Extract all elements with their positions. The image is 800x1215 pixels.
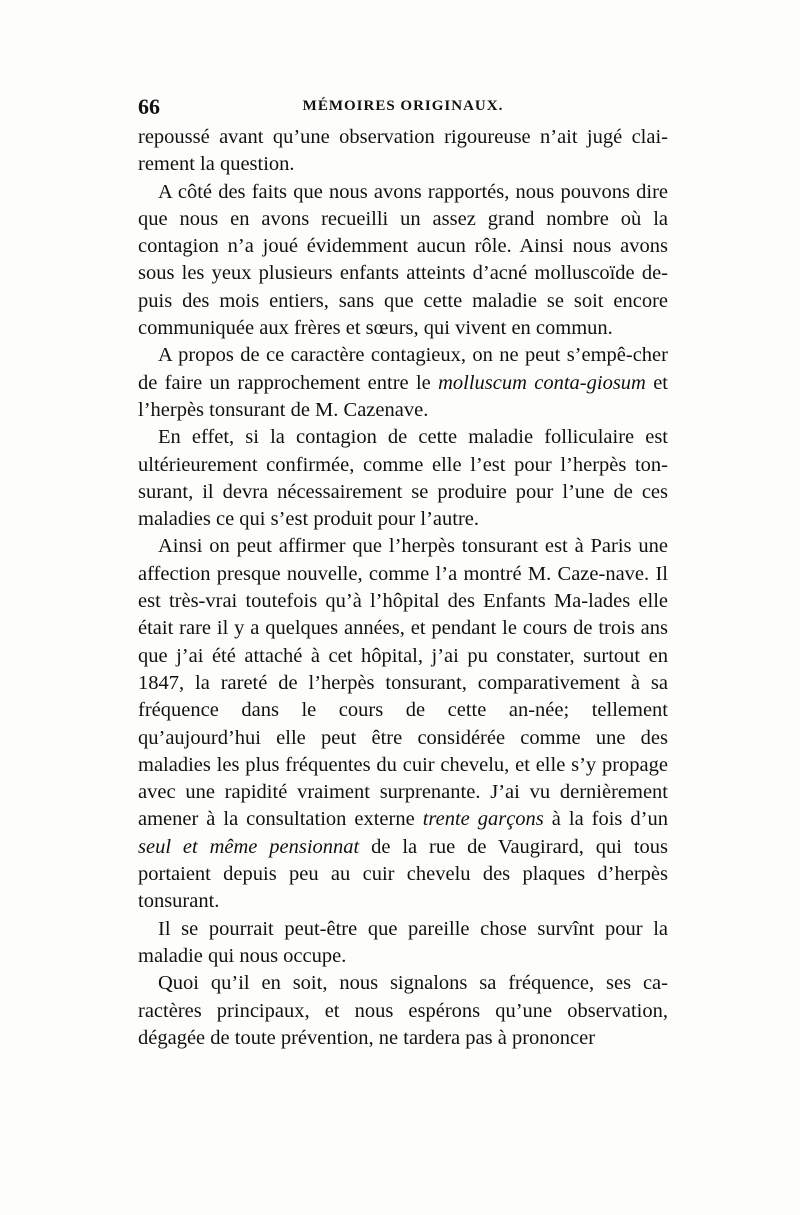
paragraph-text: Il se pourrait peut-être que pareille chose survînt pour la maladie qui nous occupe. — [138, 917, 668, 967]
paragraph-text: Ainsi on peut affirmer que l’herpès tonsurant est à Paris une affection presque nouvelle, comme l’a montré M. Caze-nave. Il est très-vrai toutefois qu’à l’hôpital des Enfants Ma-lades elle était rare il y a quelques années, et pendant le cours de trois ans que j’ai été attaché à cet hôpital, j’ai pu constater, surtout en 1847, la rareté de l’herpès tonsurant, comparativement à sa fréquence dans le cours de cette an-née; tellement qu’aujourd’hui elle peut être considérée comme une des maladies les plus fréquentes du cuir chevelu, et elle s’y propage avec une rapidité vraiment surprenante. J’ai vu dernièrement amener à la consultation externe — [138, 535, 668, 831]
paragraph — [138, 916, 668, 971]
paragraph — [138, 342, 668, 424]
running-title: MÉMOIRES ORIGINAUX. — [302, 98, 504, 114]
italic-text: trente garçons — [422, 808, 544, 831]
page-number: 66 — [138, 94, 160, 119]
italic-text: molluscum conta-giosum — [438, 371, 646, 394]
paragraph-text: à la fois d’un — [543, 808, 668, 831]
italic-text: seul et même pensionnat — [138, 835, 360, 858]
paragraph — [138, 424, 668, 533]
paragraph — [138, 124, 668, 179]
paragraph-text: repoussé avant qu’une observation rigoureuse n’ait jugé clai-rement la question. — [138, 126, 668, 176]
paragraph — [138, 179, 668, 343]
paragraph-text: A côté des faits que nous avons rapportés, nous pouvons dire que nous en avons recueilli un assez grand nombre où la contagion n’a joué évidemment aucun rôle. Ainsi nous avons sous les yeux plusieurs enfants atteints d’acné molluscoïde de-puis des mois entiers, sans que cette maladie se soit encore communiquée aux frères et sœurs, qui vivent en commun. — [138, 180, 668, 340]
paragraph — [138, 533, 668, 915]
paragraph-text: de la rue de Vaugirard, qui tous portaient depuis peu au cuir chevelu des plaques d’herpès tonsurant. — [138, 835, 669, 913]
paragraph-text: A propos de ce caractère contagieux, on ne peut s’empê-cher de faire un rapprochement entre le — [138, 344, 668, 394]
paragraph — [138, 970, 668, 1052]
running-head — [138, 94, 668, 124]
paragraph-text: et l’herpès tonsurant de M. Cazenave. — [138, 371, 668, 421]
paragraph-text: En effet, si la contagion de cette maladie folliculaire est ultérieurement confirmée, comme elle l’est pour l’herpès ton-surant, il devra nécessairement se produire pour l’une de ces maladies ce qui s’est produit pour l’autre. — [138, 426, 668, 531]
body-text — [138, 124, 668, 1052]
paragraph-text: Quoi qu’il en soit, nous signalons sa fréquence, ses ca-ractères principaux, et nous espérons qu’une observation, dégagée de toute prévention, ne tardera pas à prononcer — [138, 972, 668, 1049]
